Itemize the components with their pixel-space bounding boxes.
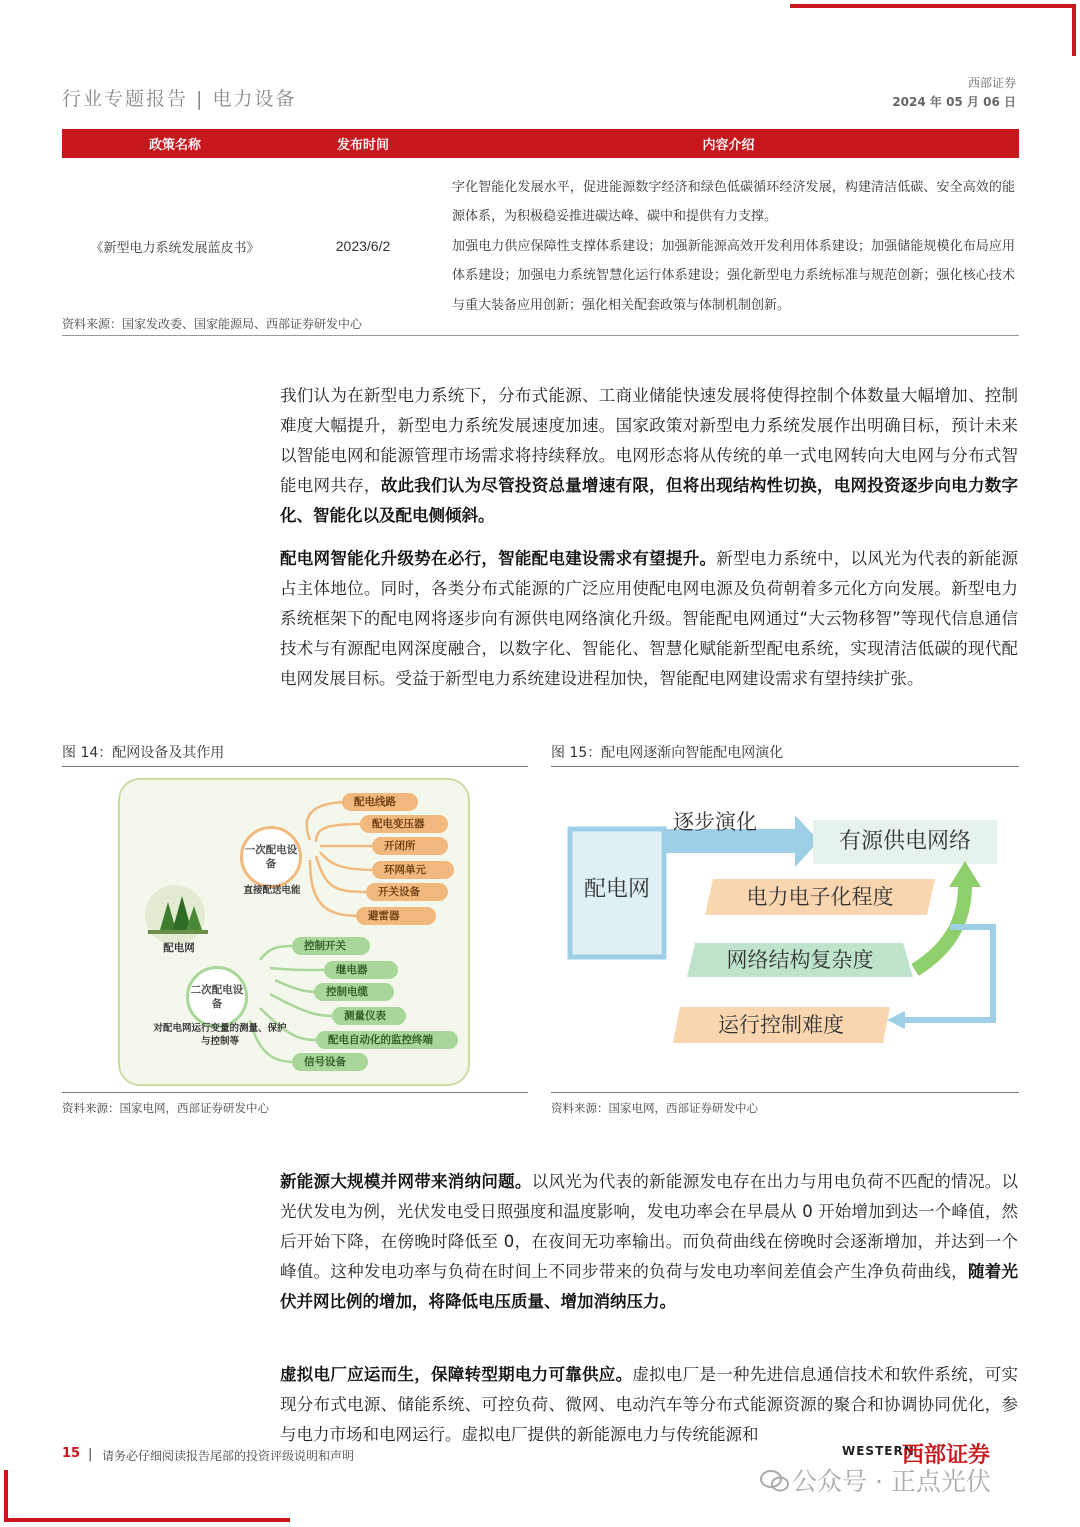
policy-description: [438, 158, 1019, 335]
page-number: 15: [62, 1446, 81, 1461]
secondary-item: 信号设备: [292, 1053, 368, 1071]
paragraph-grid-investment: [280, 381, 1018, 531]
figure-15-bottom-rule: [551, 1092, 1019, 1093]
policy-date: 2023/6/2: [288, 158, 438, 335]
paragraph-text: 以风光为代表的新能源发电存在出力与用电负荷不匹配的情况。以光伏发电为例，光伏发电受日照强度和温度影响，发电功率会在早晨从 0 开始增加到达一个峰值，然后开始下降，在傍晚时降低至 0，在夜间无功率输出。而负荷曲线在傍晚时会逐渐增加，并达到一个峰值。这种发电功率与负荷在时间上不同步带来的负荷与发电功率间差值会产生净负荷曲线，: [280, 1172, 1019, 1281]
band-label: 电力电子化程度: [746, 885, 894, 909]
paragraph-text: 我们认为在新型电力系统下，分布式能源、工商业储能快速发展将使得控制个体数量大幅增加、控制难度大幅提升，新型电力系统发展速度加速。国家政策对新型电力系统发展作出明确目标，预计未来以智能电网和能源管理市场需求将持续释放。电网形态将从传统的单一式电网转向大电网与分布式智能电网共存，: [280, 386, 1018, 495]
band-label: 网络结构复杂度: [726, 948, 874, 972]
secondary-item: 测量仪表: [332, 1007, 406, 1025]
paragraph-text: 虚拟电厂是一种先进信息通信技术和软件系统，可实现分布式电源、储能系统、可控负荷、微网、电动汽车等分布式能源资源的聚合和协调协同优化，参与电力市场和电网运行。虚拟电厂提供的新能源电力与传统能源和: [280, 1365, 1018, 1444]
paragraph-emphasis: 配电网智能化升级势在必行，智能配电建设需求有望提升。: [280, 549, 717, 568]
corner-accent-top: [790, 4, 1076, 8]
primary-item: 避雷器: [356, 907, 436, 925]
paragraph-emphasis: 随着光伏并网比例的增加，将降低电压质量、增加消纳压力。: [280, 1262, 1019, 1311]
paragraph-virtual-power-plant: [280, 1360, 1018, 1450]
policy-table: [62, 129, 1019, 336]
figure-15-source: 资料来源：国家电网，西部证券研发中心: [551, 1101, 758, 1115]
figure-14-rule: [62, 766, 528, 767]
corner-accent-top-v: [1072, 4, 1076, 56]
primary-item: 开关设备: [366, 883, 448, 901]
band-label: 运行控制难度: [718, 1013, 844, 1037]
brand-chinese: 西部证券: [902, 1443, 991, 1468]
column-header: 政策名称: [62, 129, 288, 158]
footer-disclaimer: 请务必仔细阅读报告尾部的投资评级说明和声明: [102, 1449, 355, 1463]
report-date: 2024 年 05 月 06 日: [892, 95, 1016, 109]
figure-15-title: 图 15：配电网逐渐向智能配电网演化: [551, 745, 784, 761]
secondary-item: 控制开关: [292, 937, 370, 955]
secondary-item: 继电器: [324, 961, 398, 979]
table-source: 资料来源：国家发改委、国家能源局、西部证券研发中心: [62, 317, 363, 331]
evolution-arrow-label: 逐步演化: [673, 810, 757, 834]
secondary-item: 配电自动化的监控终端: [316, 1031, 458, 1049]
primary-equipment-circle: 一次配电设备: [240, 826, 302, 888]
forest-icon: [145, 885, 208, 945]
primary-item: 环网单元: [372, 861, 454, 879]
primary-item: 配电变压器: [360, 815, 448, 833]
primary-item: 配电线路: [342, 793, 418, 811]
grid-label: 配电网: [163, 942, 195, 954]
wechat-icon: [760, 1469, 786, 1491]
figure-14-diagram: [118, 778, 470, 1086]
figure-14-source: 资料来源：国家电网，西部证券研发中心: [62, 1101, 269, 1115]
secondary-equipment-desc: 对配电网运行变量的测量、保护与控制等: [153, 1023, 287, 1047]
corner-accent-bottom: [4, 1518, 290, 1522]
distribution-grid-label: 配电网: [583, 877, 650, 902]
paragraph-emphasis: 新能源大规模并网带来消纳问题。: [280, 1172, 532, 1191]
primary-item: 开闭所: [372, 837, 448, 855]
report-category: 行业专题报告 | 电力设备: [62, 88, 297, 110]
corner-accent-bottom-v: [4, 1470, 8, 1522]
policy-description-part2: 加强电力供应保障性支撑体系建设；加强新能源高效开发利用体系建设；加强储能规模化布局应用体系建设；加强电力系统智慧化运行体系建设；强化新型电力系统标准与规范创新；强化核心技术与重大装备应用创新；强化相关配套政策与体制机制创新。: [452, 238, 1015, 313]
figure-15-diagram: [555, 775, 1019, 1087]
policy-description-part1: 字化智能化发展水平，促进能源数字经济和绿色低碳循环经济发展，构建清洁低碳、安全高效的能源体系，为积极稳妥推进碳达峰、碳中和提供有力支撑。: [452, 179, 1015, 224]
table-header-row: [62, 129, 1019, 158]
secondary-equipment-circle: 二次配电设备: [186, 966, 248, 1028]
company-name: 西部证券: [967, 76, 1016, 90]
figure-14-title: 图 14：配网设备及其作用: [62, 745, 225, 761]
watermark-text: 公众号 · 正点光伏: [792, 1467, 991, 1496]
header-info: [892, 74, 1016, 112]
policy-name: 《新型电力系统发展蓝皮书》: [62, 158, 288, 335]
footer-separator: |: [88, 1447, 93, 1462]
column-header: 内容介绍: [438, 129, 1019, 158]
primary-equipment-desc: 直接配送电能: [243, 885, 301, 896]
column-header: 发布时间: [288, 129, 438, 158]
paragraph-emphasis: 故此我们认为尽管投资总量增速有限，但将出现结构性切换，电网投资逐步向电力数字化、智能化以及配电侧倾斜。: [280, 476, 1019, 525]
paragraph-distribution-upgrade: [280, 544, 1018, 694]
paragraph-grid-integration: [280, 1167, 1018, 1317]
paragraph-text: 新型电力系统中，以风光为代表的新能源占主体地位。同时，各类分布式能源的广泛应用使配电网电源及负荷朝着多元化方向发展。新型电力系统框架下的配电网将逐步向有源供电网络演化升级。智能配电网通过“大云物移智”等现代信息通信技术与有源配电网深度融合，以数字化、智能化、智慧化赋能新型配电系统，实现清洁低碳的现代配电网发展目标。受益于新型电力系统建设进程加快，智能配电网建设需求有望持续扩张。: [280, 549, 1019, 688]
secondary-item: 控制电缆: [314, 983, 394, 1001]
brand-english: WESTERN: [842, 1444, 915, 1458]
paragraph-emphasis: 虚拟电厂应运而生，保障转型期电力可靠供应。: [280, 1365, 633, 1384]
figure-15-rule: [551, 766, 1019, 767]
figure-14-bottom-rule: [62, 1092, 528, 1093]
table-row: [62, 158, 1019, 335]
active-grid-label: 有源供电网络: [838, 829, 971, 854]
